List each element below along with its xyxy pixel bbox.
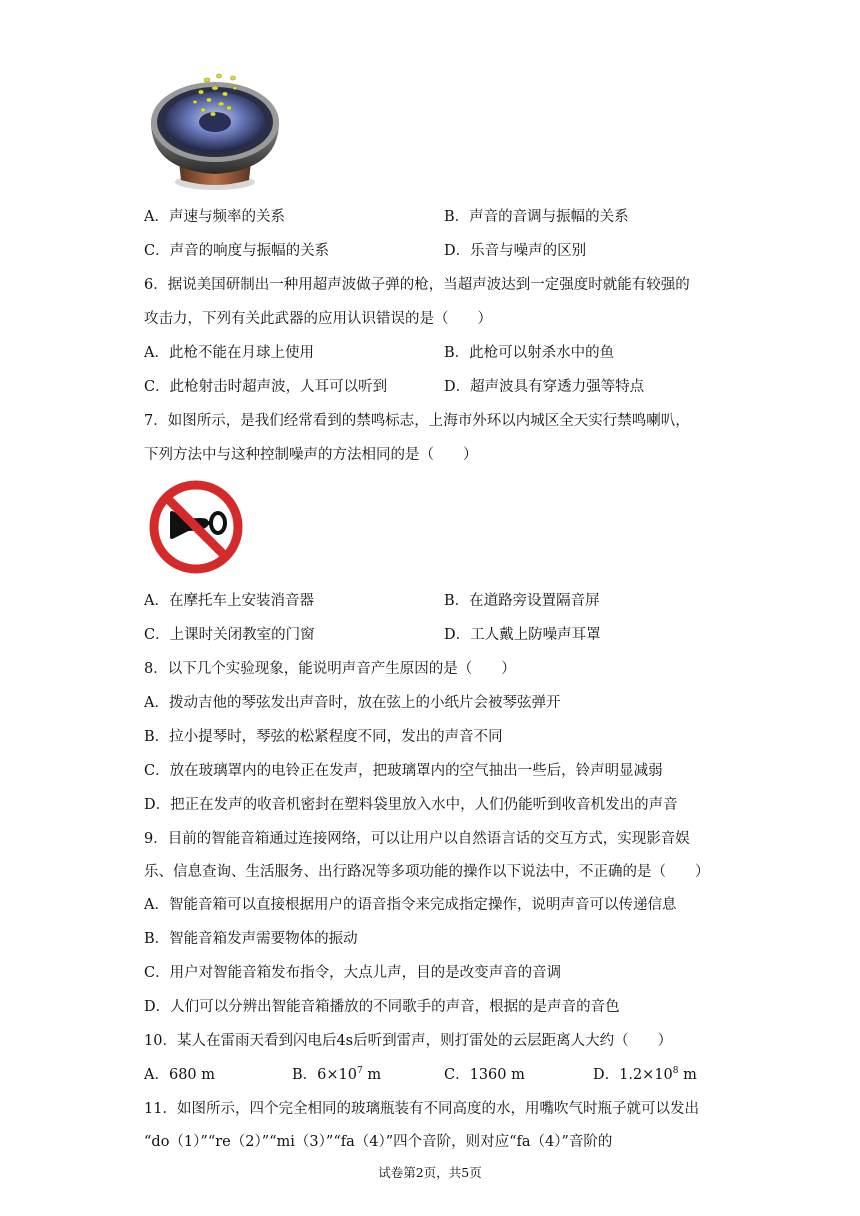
q11-stem-line1: 11．如图所示，四个完全相同的玻璃瓶装有不同高度的水，用嘴吹气时瓶子就可以发出 bbox=[144, 1101, 699, 1117]
q10-option-b[interactable] bbox=[292, 1065, 381, 1085]
no-horn-sign-figure bbox=[148, 479, 244, 575]
q6-option-a[interactable]: A．此枪不能在月球上使用 bbox=[144, 345, 314, 361]
q6-stem-line2: 攻击力，下列有关此武器的应用认识错误的是（ ） bbox=[144, 311, 492, 327]
q6-option-b[interactable]: B．此枪可以射杀水中的鱼 bbox=[444, 345, 615, 361]
q5-option-b[interactable]: B．声音的音调与振幅的关系 bbox=[444, 209, 629, 225]
q9-stem-line2: 乐、信息查询、生活服务、出行路况等多项功能的操作以下说法中，不正确的是（ ） bbox=[144, 864, 710, 880]
q5-option-c[interactable]: C．声音的响度与振幅的关系 bbox=[144, 243, 330, 259]
q10-option-d-base: D．1.2×10 bbox=[593, 1067, 673, 1083]
q7-option-d[interactable]: D．工人戴上防噪声耳罩 bbox=[444, 627, 601, 643]
q7-stem-line1: 7．如图所示，是我们经常看到的禁鸣标志，上海市外环以内城区全天实行禁鸣喇叭， bbox=[144, 413, 690, 429]
q8-stem: 8．以下几个实验现象，能说明声音产生原因的是（ ） bbox=[144, 661, 516, 677]
q10-option-b-exponent: 7 bbox=[356, 1066, 363, 1077]
q8-option-b[interactable]: B．拉小提琴时，琴弦的松紧程度不同，发出的声音不同 bbox=[144, 729, 503, 745]
q7-option-c[interactable]: C．上课时关闭教室的门窗 bbox=[144, 627, 315, 643]
q8-option-d[interactable]: D．把正在发声的收音机密封在塑料袋里放入水中，人们仍能听到收音机发出的声音 bbox=[144, 797, 678, 813]
q7-stem-line2: 下列方法中与这种控制噪声的方法相同的是（ ） bbox=[144, 447, 478, 463]
q10-option-a[interactable]: A．680 m bbox=[144, 1067, 216, 1083]
q8-option-c[interactable]: C．放在玻璃罩内的电铃正在发声，把玻璃罩内的空气抽出一些后，铃声明显减弱 bbox=[144, 763, 663, 779]
q8-option-a[interactable]: A．拨动吉他的琴弦发出声音时，放在弦上的小纸片会被琴弦弹开 bbox=[144, 695, 561, 711]
q6-option-c[interactable]: C．此枪射击时超声波，人耳可以听到 bbox=[144, 379, 388, 395]
q7-option-b[interactable]: B．在道路旁设置隔音屏 bbox=[444, 593, 600, 609]
q7-option-a[interactable]: A．在摩托车上安装消音器 bbox=[144, 593, 314, 609]
q9-option-c[interactable]: C．用户对智能音箱发布指令，大点儿声，目的是改变声音的音调 bbox=[144, 965, 562, 981]
q11-stem-line2: “do（1）”“re（2）”“mi（3）”“fa（4）”四个音阶，则对应“fa（4）”音阶的 bbox=[144, 1134, 613, 1150]
q9-option-b[interactable]: B．智能音箱发声需要物体的振动 bbox=[144, 931, 358, 947]
q10-option-b-unit: m bbox=[362, 1067, 382, 1083]
page-footer: 试卷第2页，共5页 bbox=[378, 1165, 482, 1180]
q9-option-d[interactable]: D．人们可以分辨出智能音箱播放的不同歌手的声音，根据的是声音的音色 bbox=[144, 999, 620, 1015]
q10-option-d-exponent: 8 bbox=[672, 1066, 679, 1077]
q9-stem-line1: 9．目前的智能音箱通过连接网络，可以让用户以自然语言话的交互方式，实现影音娱 bbox=[144, 831, 690, 847]
speaker-figure bbox=[145, 70, 285, 192]
q5-option-a[interactable]: A．声速与频率的关系 bbox=[144, 209, 285, 225]
q10-option-c[interactable]: C．1360 m bbox=[444, 1067, 525, 1083]
q5-option-d[interactable]: D．乐音与噪声的区别 bbox=[444, 243, 587, 259]
q6-option-d[interactable]: D．超声波具有穿透力强等特点 bbox=[444, 379, 645, 395]
q10-option-d-unit: m bbox=[678, 1067, 697, 1083]
q10-option-d[interactable] bbox=[593, 1065, 697, 1085]
q10-stem: 10．某人在雷雨天看到闪电后4s后听到雷声，则打雷处的云层距离人大约（ ） bbox=[144, 1033, 673, 1049]
q10-option-b-base: B．6×10 bbox=[292, 1067, 357, 1083]
q6-stem-line1: 6．据说美国研制出一种用超声波做子弹的枪，当超声波达到一定强度时就能有较强的 bbox=[144, 277, 690, 293]
q9-option-a[interactable]: A．智能音箱可以直接根据用户的语音指令来完成指定操作，说明声音可以传递信息 bbox=[144, 897, 677, 913]
